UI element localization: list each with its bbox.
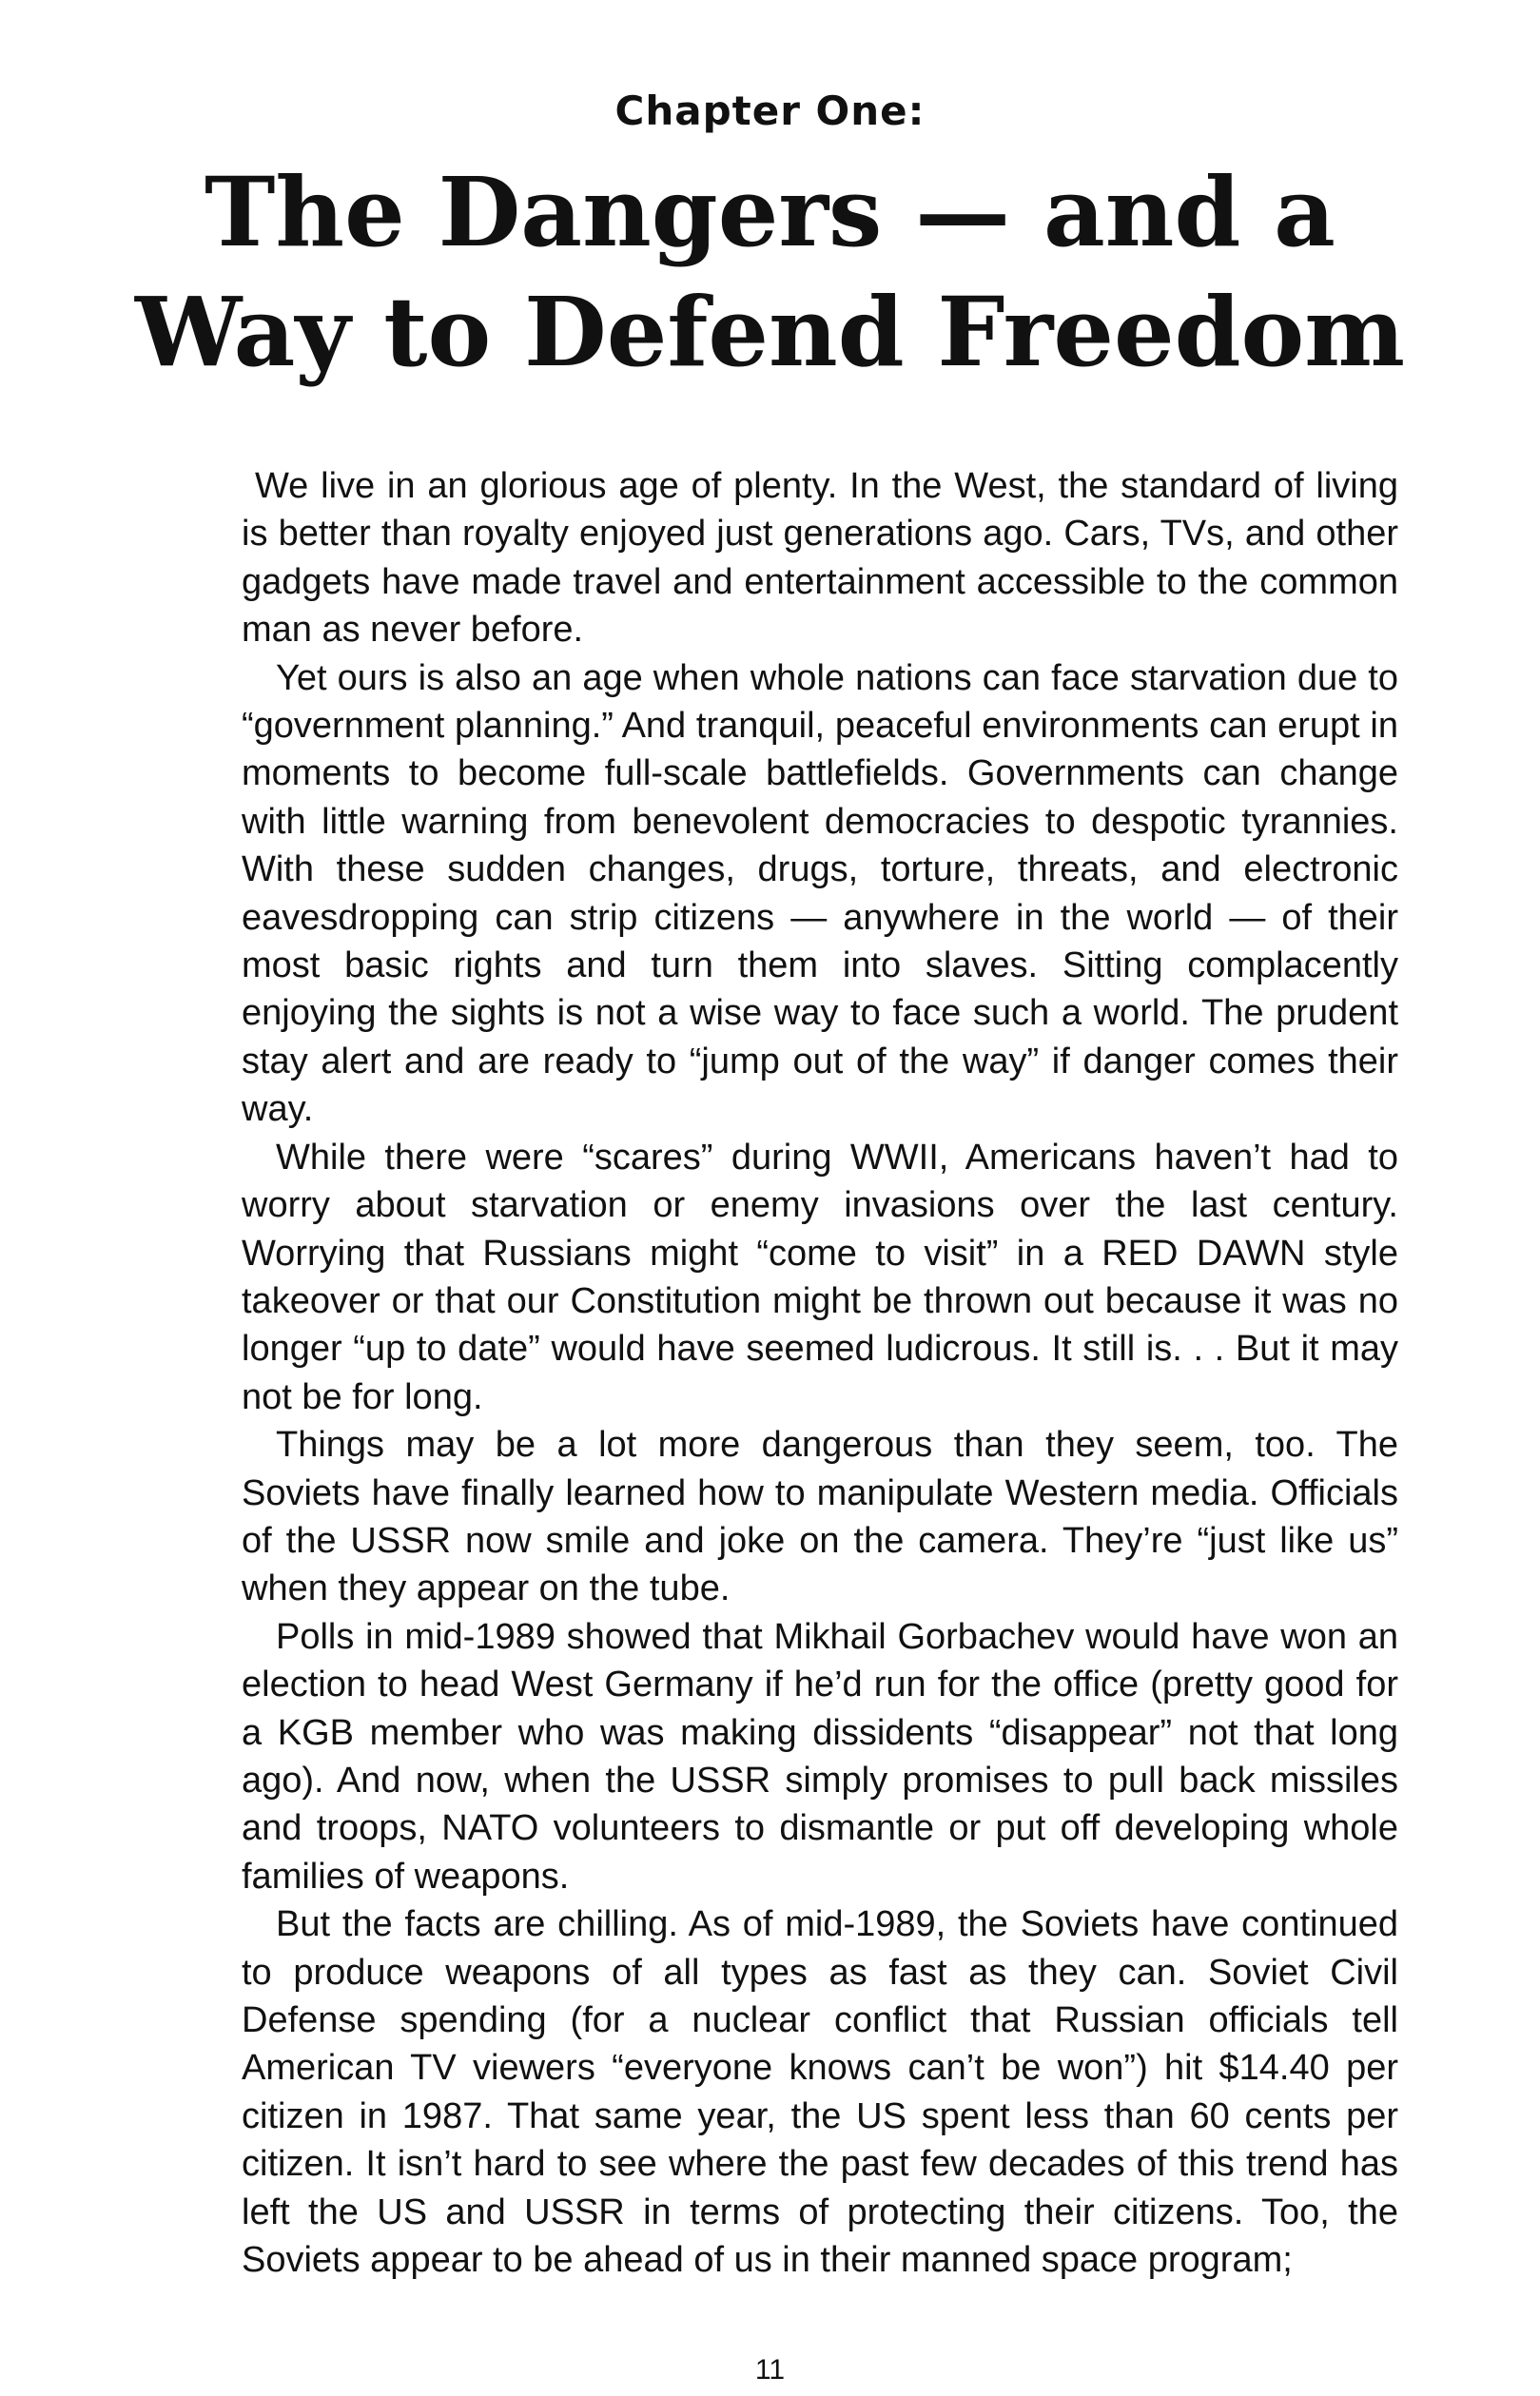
paragraph: While there were “scares” during WWII, Americans haven’t had to worry about starvation or enemy invasions over the last century. Worrying that Russians might “come to visit” in a RED DAWN style takeover or that our Constitution might be thrown out because it was no longer “up to date” would have seemed ludicrous. It still is. . . But it may not be for long. — [242, 1137, 1398, 1417]
paragraph: We live in an glorious age of plenty. In the West, the standard of living is better than royalty enjoyed just generations ago. Cars, TVs, and other gadgets have made travel and entertainment accessible to the common man as never before. — [242, 466, 1398, 651]
chapter-label: Chapter One: — [614, 88, 926, 134]
body-text — [242, 462, 1398, 2284]
paragraph: Things may be a lot more dangerous than they seem, too. The Soviets have finally learned how to manipulate Western media. Officials of the USSR now smile and joke on the camera. They’re “just like us” when they appear on the tube. — [242, 1425, 1398, 1609]
chapter-title — [0, 152, 1540, 392]
paragraph: Yet ours is also an age when whole nations can face starvation due to “government planning.” And tranquil, peaceful environments can erupt in moments to become full-scale battlefields. Governments can change with little warning from benevolent democracies to despotic tyrannies. With these sudden changes, drugs, torture, threats, and electronic eavesdropping can strip citizens — anywhere in the world — of their most basic rights and turn them into slaves. Sitting complacently enjoying the sights is not a wise way to face such a world. The prudent stay alert and are ready to “jump out of the way” if danger comes their way. — [242, 657, 1398, 1130]
chapter-title-line-1: The Dangers — and a — [205, 156, 1335, 268]
page-number: 11 — [754, 2354, 786, 2386]
paragraph: But the facts are chilling. As of mid-1989, the Soviets have continued to produce weapons of all types as fast as they can. Soviet Civil Defense spending (for a nuclear conflict that Russian officials tell American TV viewers “everyone knows can’t be won”) hit $14.40 per citizen in 1987. That same year, the US spent less than 60 cents per citizen. It isn’t hard to see where the past few decades of this trend has left the US and USSR in terms of protecting their citizens. Too, the Soviets appear to be ahead of us in their manned space program; — [242, 1904, 1398, 2281]
chapter-title-line-2: Way to Defend Freedom — [134, 276, 1406, 388]
paragraph: Polls in mid-1989 showed that Mikhail Gorbachev would have won an election to head West Germany if he’d run for the office (pretty good for a KGB member who was making dissidents “disappear” not that long ago). And now, when the USSR simply promises to pull back missiles and troops, NATO volunteers to dismantle or put off developing whole families of weapons. — [242, 1616, 1398, 1897]
